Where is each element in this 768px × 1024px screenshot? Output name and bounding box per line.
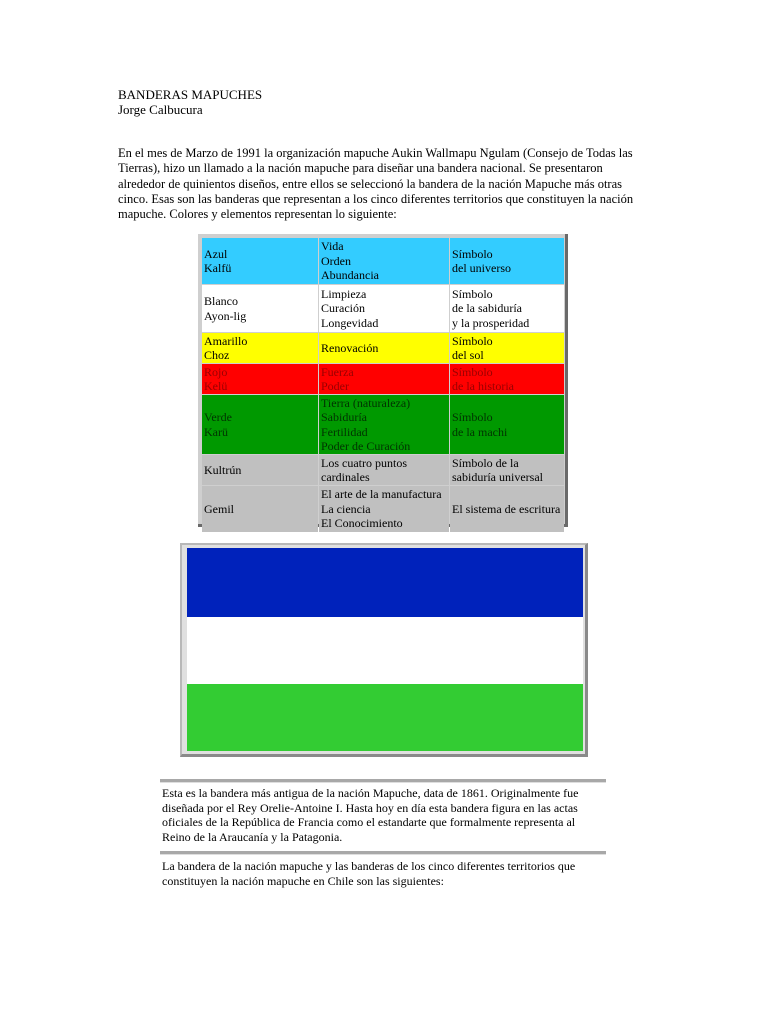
cell-line: del sol — [452, 348, 484, 362]
cell-line: Gemil — [204, 501, 234, 516]
table-cell-symbol — [450, 395, 564, 454]
cell-line: Orden — [321, 253, 351, 268]
horizontal-rule — [160, 851, 606, 855]
cell-line: Kultrún — [204, 462, 242, 477]
cell-line: Los cuatro puntos — [321, 455, 407, 470]
cell-line: Kelü — [204, 379, 228, 393]
table-cell-symbol — [450, 455, 564, 485]
cell-line: de la machi — [452, 424, 508, 439]
mapuche-flag-image — [180, 543, 588, 757]
table-cell-meaning — [319, 486, 449, 532]
table-cell-symbol — [450, 486, 564, 532]
cell-line: Kalfü — [204, 261, 232, 275]
territories-paragraph: La bandera de la nación mapuche y las banderas de los cinco diferentes territorios que constituyen la nación mapuche en Chile son las siguientes: — [162, 859, 576, 888]
cell-line: Poder — [321, 379, 349, 393]
flag-stripe-blue — [187, 548, 583, 617]
cell-line: Amarillo — [204, 333, 248, 348]
table-cell-symbol — [450, 238, 564, 284]
table-cell-meaning — [319, 238, 449, 284]
cell-line: El sistema de escritura — [452, 501, 561, 516]
cell-line: Símbolo — [452, 410, 493, 424]
table-cell-color — [202, 333, 318, 363]
table-cell-symbol — [450, 333, 564, 363]
cell-line: Fertilidad — [321, 424, 368, 439]
table-cell-symbol — [450, 285, 564, 332]
cell-line: Tierra (naturaleza) — [321, 395, 411, 410]
table-row — [202, 238, 564, 284]
table-cell-meaning — [319, 333, 449, 363]
cell-line: El arte de la manufactura — [321, 487, 442, 502]
cell-line: Abundancia — [321, 268, 379, 283]
cell-line: Sabiduría — [321, 410, 367, 424]
cell-line: Verde — [204, 410, 232, 424]
table-cell-color — [202, 455, 318, 485]
cell-line: Karü — [204, 424, 228, 439]
horizontal-rule — [160, 779, 606, 783]
cell-line: Choz — [204, 348, 230, 362]
document-author: Jorge Calbucura — [118, 102, 203, 117]
cell-line: Vida — [321, 239, 344, 254]
table-row — [202, 486, 564, 532]
cell-line: del universo — [452, 261, 511, 275]
table-cell-color — [202, 238, 318, 284]
intro-paragraph: En el mes de Marzo de 1991 la organización mapuche Aukin Wallmapu Ngulam (Consejo de Todas las Tierras), hizo un llamado a la nación mapuche para diseñar una bandera nacional. Se presentaron alrededor de quinientos diseños, entre ellos se seleccionó la bandera de la nación Mapuche más otras cinco. Esas son las banderas que representan a los cinco diferentes territorios que constituyen la nación mapuche. Colores y elementos representan lo siguiente: — [118, 146, 634, 222]
cell-line: Rojo — [204, 364, 228, 379]
cell-line: cardinales — [321, 470, 370, 484]
cell-line: sabiduría universal — [452, 470, 543, 484]
table-cell-meaning — [319, 285, 449, 332]
cell-line: y la prosperidad — [452, 315, 530, 330]
cell-line: Símbolo — [452, 333, 493, 348]
table-row — [202, 395, 564, 454]
colors-table-frame — [198, 234, 568, 531]
table-cell-color — [202, 285, 318, 332]
cell-line: El Conocimiento — [321, 516, 403, 531]
cell-line: de la sabiduría — [452, 301, 522, 316]
table-row — [202, 285, 564, 332]
cell-line: Símbolo — [452, 286, 493, 301]
cell-line: Renovación — [321, 340, 379, 355]
table-cell-meaning — [319, 455, 449, 485]
table-cell-color — [202, 395, 318, 454]
table-cell-meaning — [319, 395, 449, 454]
cell-line: Azul — [204, 246, 228, 261]
cell-line: Blanco — [204, 294, 238, 308]
table-row — [202, 455, 564, 485]
cell-line: Símbolo — [452, 246, 493, 261]
cell-line: de la historia — [452, 379, 514, 393]
table-row — [202, 333, 564, 363]
cell-line: Poder de Curación — [321, 439, 411, 453]
cell-line: Símbolo — [452, 364, 493, 379]
cell-line: Fuerza — [321, 364, 354, 379]
cell-line: Ayon-lig — [204, 308, 247, 323]
cell-line: Curación — [321, 301, 365, 316]
table-cell-meaning — [319, 364, 449, 394]
flag-stripe-green — [187, 684, 583, 751]
history-paragraph: Esta es la bandera más antigua de la nación Mapuche, data de 1861. Originalmente fue diseñada por el Rey Orelie-Antoine I. Hasta hoy en día esta bandera figura en las actas oficiales de la República de Francia como el estandarte que formalmente representa al Reino de la Araucanía y la Patagonia. — [162, 786, 579, 844]
cell-line: Limpieza — [321, 286, 367, 301]
table-cell-color — [202, 364, 318, 394]
table-cell-symbol — [450, 364, 564, 394]
table-cell-color — [202, 486, 318, 532]
flag-stripe-white — [187, 617, 583, 684]
document-title: BANDERAS MAPUCHES — [118, 87, 263, 102]
cell-line: Longevidad — [321, 315, 379, 330]
cell-line: La ciencia — [321, 501, 371, 516]
document-title-block — [118, 87, 262, 117]
colors-table — [201, 237, 565, 533]
table-row — [202, 364, 564, 394]
cell-line: Símbolo de la — [452, 455, 519, 470]
